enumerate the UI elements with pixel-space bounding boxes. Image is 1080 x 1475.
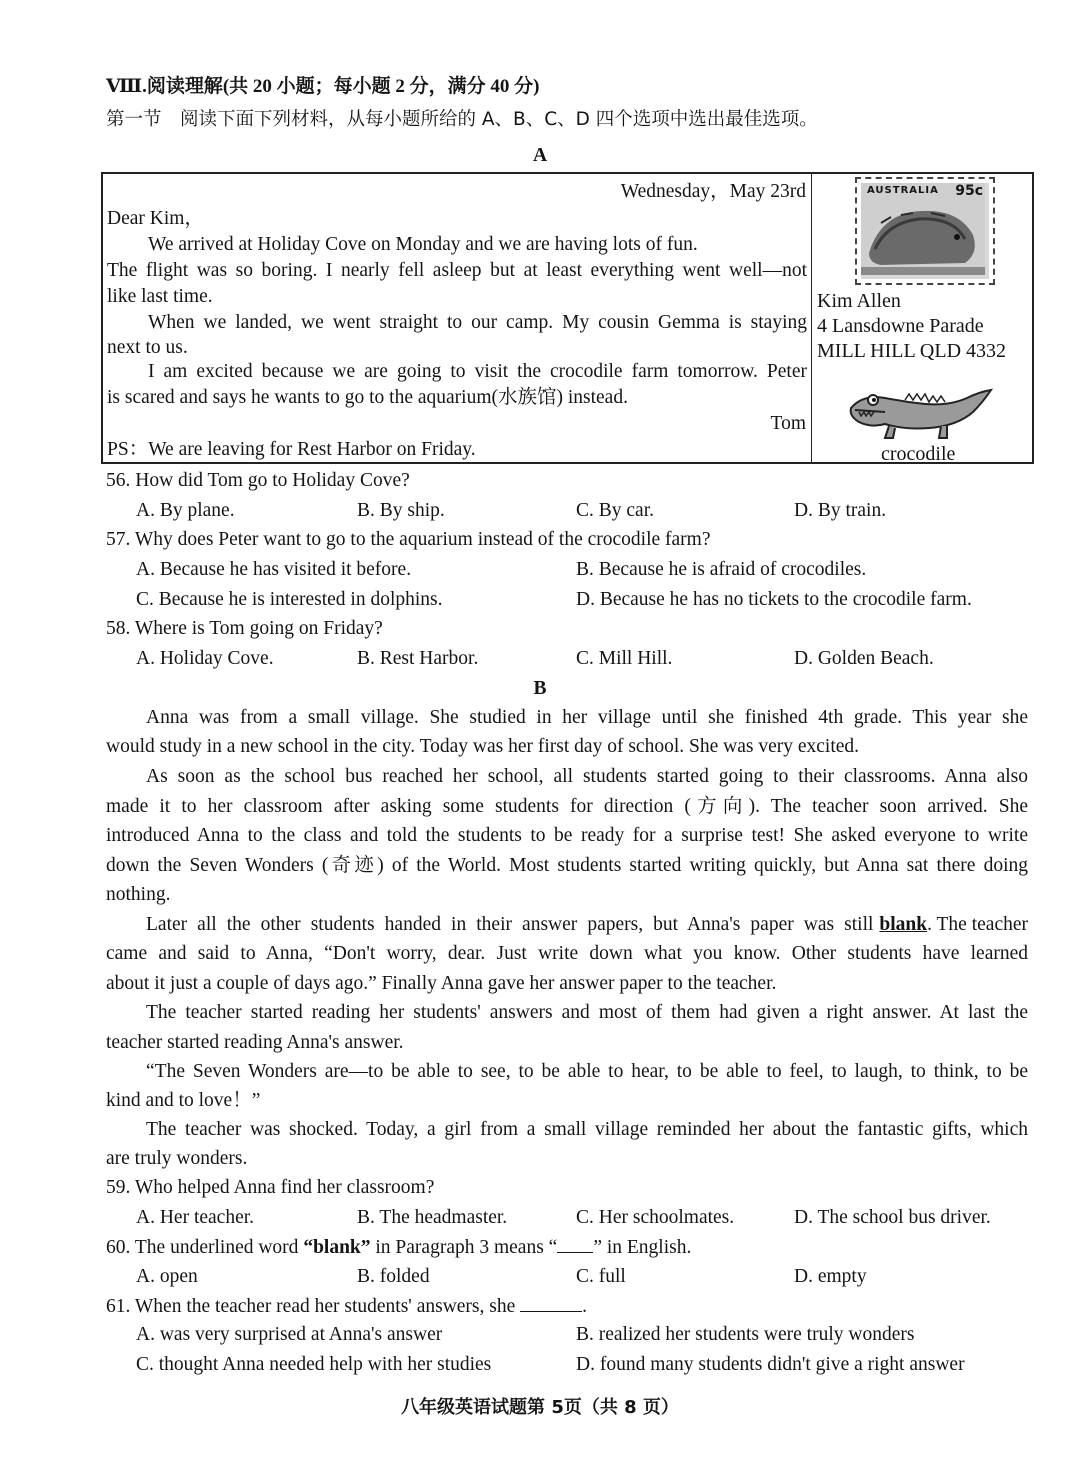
page-footer: 八年级英语试题第 5页（共 8 页）	[401, 1397, 679, 1418]
answer-blank	[520, 1293, 582, 1312]
underlined-word-blank: blank	[879, 914, 928, 935]
option: C. Her schoolmates.	[576, 1207, 735, 1228]
question-stem	[106, 1234, 691, 1261]
option: D. Because he has no tickets to the crocodile farm.	[576, 589, 972, 610]
question-stem	[106, 1293, 587, 1320]
letter-signature: Tom	[770, 413, 806, 434]
stem-keyword: “blank”	[303, 1237, 371, 1258]
option: C. Because he is interested in dolphins.	[136, 589, 443, 610]
option: B. The headmaster.	[357, 1207, 508, 1228]
option: A. Holiday Cove.	[136, 648, 274, 669]
address-line: Kim Allen	[817, 290, 901, 312]
stamp	[855, 177, 995, 285]
letter-line: When we landed, we went straight to our camp. My cousin Gemma is staying	[148, 312, 807, 333]
letter-greeting: Dear Kim，	[107, 208, 204, 229]
question-stem: 58. Where is Tom going on Friday?	[106, 618, 383, 639]
passage-line-with-blank	[146, 912, 1028, 938]
option: A. was very surprised at Anna's answer	[136, 1324, 443, 1345]
stem-text: 60. The underlined word	[106, 1237, 304, 1258]
stem-text: .	[582, 1296, 588, 1317]
stamp-picture	[861, 183, 989, 279]
passage-line: teacher started reading Anna's answer.	[106, 1032, 404, 1053]
passage-b-label: B	[533, 678, 547, 699]
letter-line: is scared and says he wants to go to the aquarium(水族馆) instead.	[107, 387, 628, 408]
passage-line: made it to her classroom after asking some students for direction (方向). The teacher soon arrived. She	[106, 796, 1028, 817]
section-title: Ⅷ.阅读理解(共 20 小题；每小题 2 分，满分 40 分)	[106, 76, 540, 97]
passage-text: . The teacher	[927, 914, 1028, 935]
passage-line: are truly wonders.	[106, 1148, 248, 1169]
passage-line: The teacher was shocked. Today, a girl from a small village reminded her about the fantastic gifts, which	[146, 1119, 1028, 1140]
passage-line: Anna was from a small village. She studied in her village until she finished 4th grade. This year she	[146, 707, 1028, 728]
option: A. open	[136, 1266, 198, 1287]
option: D. found many students didn't give a right answer	[576, 1354, 965, 1375]
question-stem: 59. Who helped Anna find her classroom?	[106, 1177, 435, 1198]
option: B. realized her students were truly wonders	[576, 1324, 915, 1345]
option: D. By train.	[794, 500, 887, 521]
passage-line: The teacher started reading her students' answers and most of them had given a right answer. At last the	[146, 1002, 1028, 1023]
passage-line: nothing.	[106, 884, 171, 905]
option: C. full	[576, 1266, 626, 1287]
address-line: 4 Lansdowne Parade	[817, 315, 984, 337]
letter-line: The flight was so boring. I nearly fell asleep but at least everything went well—not	[107, 260, 807, 281]
address-line: MILL HILL QLD 4332	[817, 340, 1007, 362]
passage-line: came and said to Anna, “Don't worry, dear. Just write down what you know. Other students have learned	[106, 943, 1028, 964]
option: A. Her teacher.	[136, 1207, 255, 1228]
postcard	[101, 172, 1034, 464]
answer-blank	[557, 1234, 593, 1253]
question-stem: 57. Why does Peter want to go to the aquarium instead of the crocodile farm?	[106, 529, 711, 550]
option: D. empty	[794, 1266, 867, 1287]
crocodile-picture	[845, 386, 995, 444]
stem-text: in Paragraph 3 means “	[370, 1237, 558, 1258]
passage-line: down the Seven Wonders (奇迹) of the World. Most students started writing quickly, but Anna sat there doing	[106, 855, 1028, 876]
passage-a-label: A	[532, 145, 548, 166]
letter-line: We arrived at Holiday Cove on Monday and we are having lots of fun.	[148, 234, 698, 255]
option: C. Mill Hill.	[576, 648, 673, 669]
stem-text: 61. When the teacher read her students' answers, she	[106, 1296, 521, 1317]
option: B. Because he is afraid of crocodiles.	[576, 559, 867, 580]
option: C. By car.	[576, 500, 654, 521]
crocodile-label: crocodile	[881, 443, 956, 465]
passage-line: would study in a new school in the city. Today was her first day of school. She was very excited.	[106, 736, 860, 757]
stem-text: ” in English.	[593, 1237, 692, 1258]
letter-line: I am excited because we are going to visit the crocodile farm tomorrow. Peter	[148, 361, 807, 382]
section-instruction: 第一节 阅读下面下列材料，从每小题所给的 A、B、C、D 四个选项中选出最佳选项。	[106, 109, 818, 130]
stamp-country: AUSTRALIA	[867, 185, 939, 196]
letter-ps: PS：We are leaving for Rest Harbor on Friday.	[107, 439, 476, 460]
option: D. The school bus driver.	[794, 1207, 991, 1228]
option: A. By plane.	[136, 500, 235, 521]
stamp-price: 95c	[955, 183, 983, 199]
passage-line: “The Seven Wonders are—to be able to see, to be able to hear, to be able to feel, to laugh, to think, to be	[146, 1061, 1028, 1082]
postcard-divider	[811, 174, 812, 462]
passage-text: Later all the other students handed in their answer papers, but Anna's paper was still	[146, 914, 874, 935]
letter-date: Wednesday，May 23rd	[620, 181, 806, 202]
option: B. Rest Harbor.	[357, 648, 479, 669]
passage-line: As soon as the school bus reached her school, all students started going to their classrooms. Anna also	[146, 766, 1028, 787]
option: A. Because he has visited it before.	[136, 559, 412, 580]
letter-line: like last time.	[107, 286, 213, 307]
passage-line: about it just a couple of days ago.” Finally Anna gave her answer paper to the teacher.	[106, 973, 777, 994]
passage-line: kind and to love！”	[106, 1090, 261, 1111]
question-stem: 56. How did Tom go to Holiday Cove?	[106, 470, 410, 491]
option: B. folded	[357, 1266, 430, 1287]
letter-line: next to us.	[107, 337, 188, 358]
passage-line: introduced Anna to the class and told the students to be ready for a surprise test! She asked everyone to write	[106, 825, 1028, 846]
option: C. thought Anna needed help with her studies	[136, 1354, 492, 1375]
option: B. By ship.	[357, 500, 445, 521]
option: D. Golden Beach.	[794, 648, 934, 669]
